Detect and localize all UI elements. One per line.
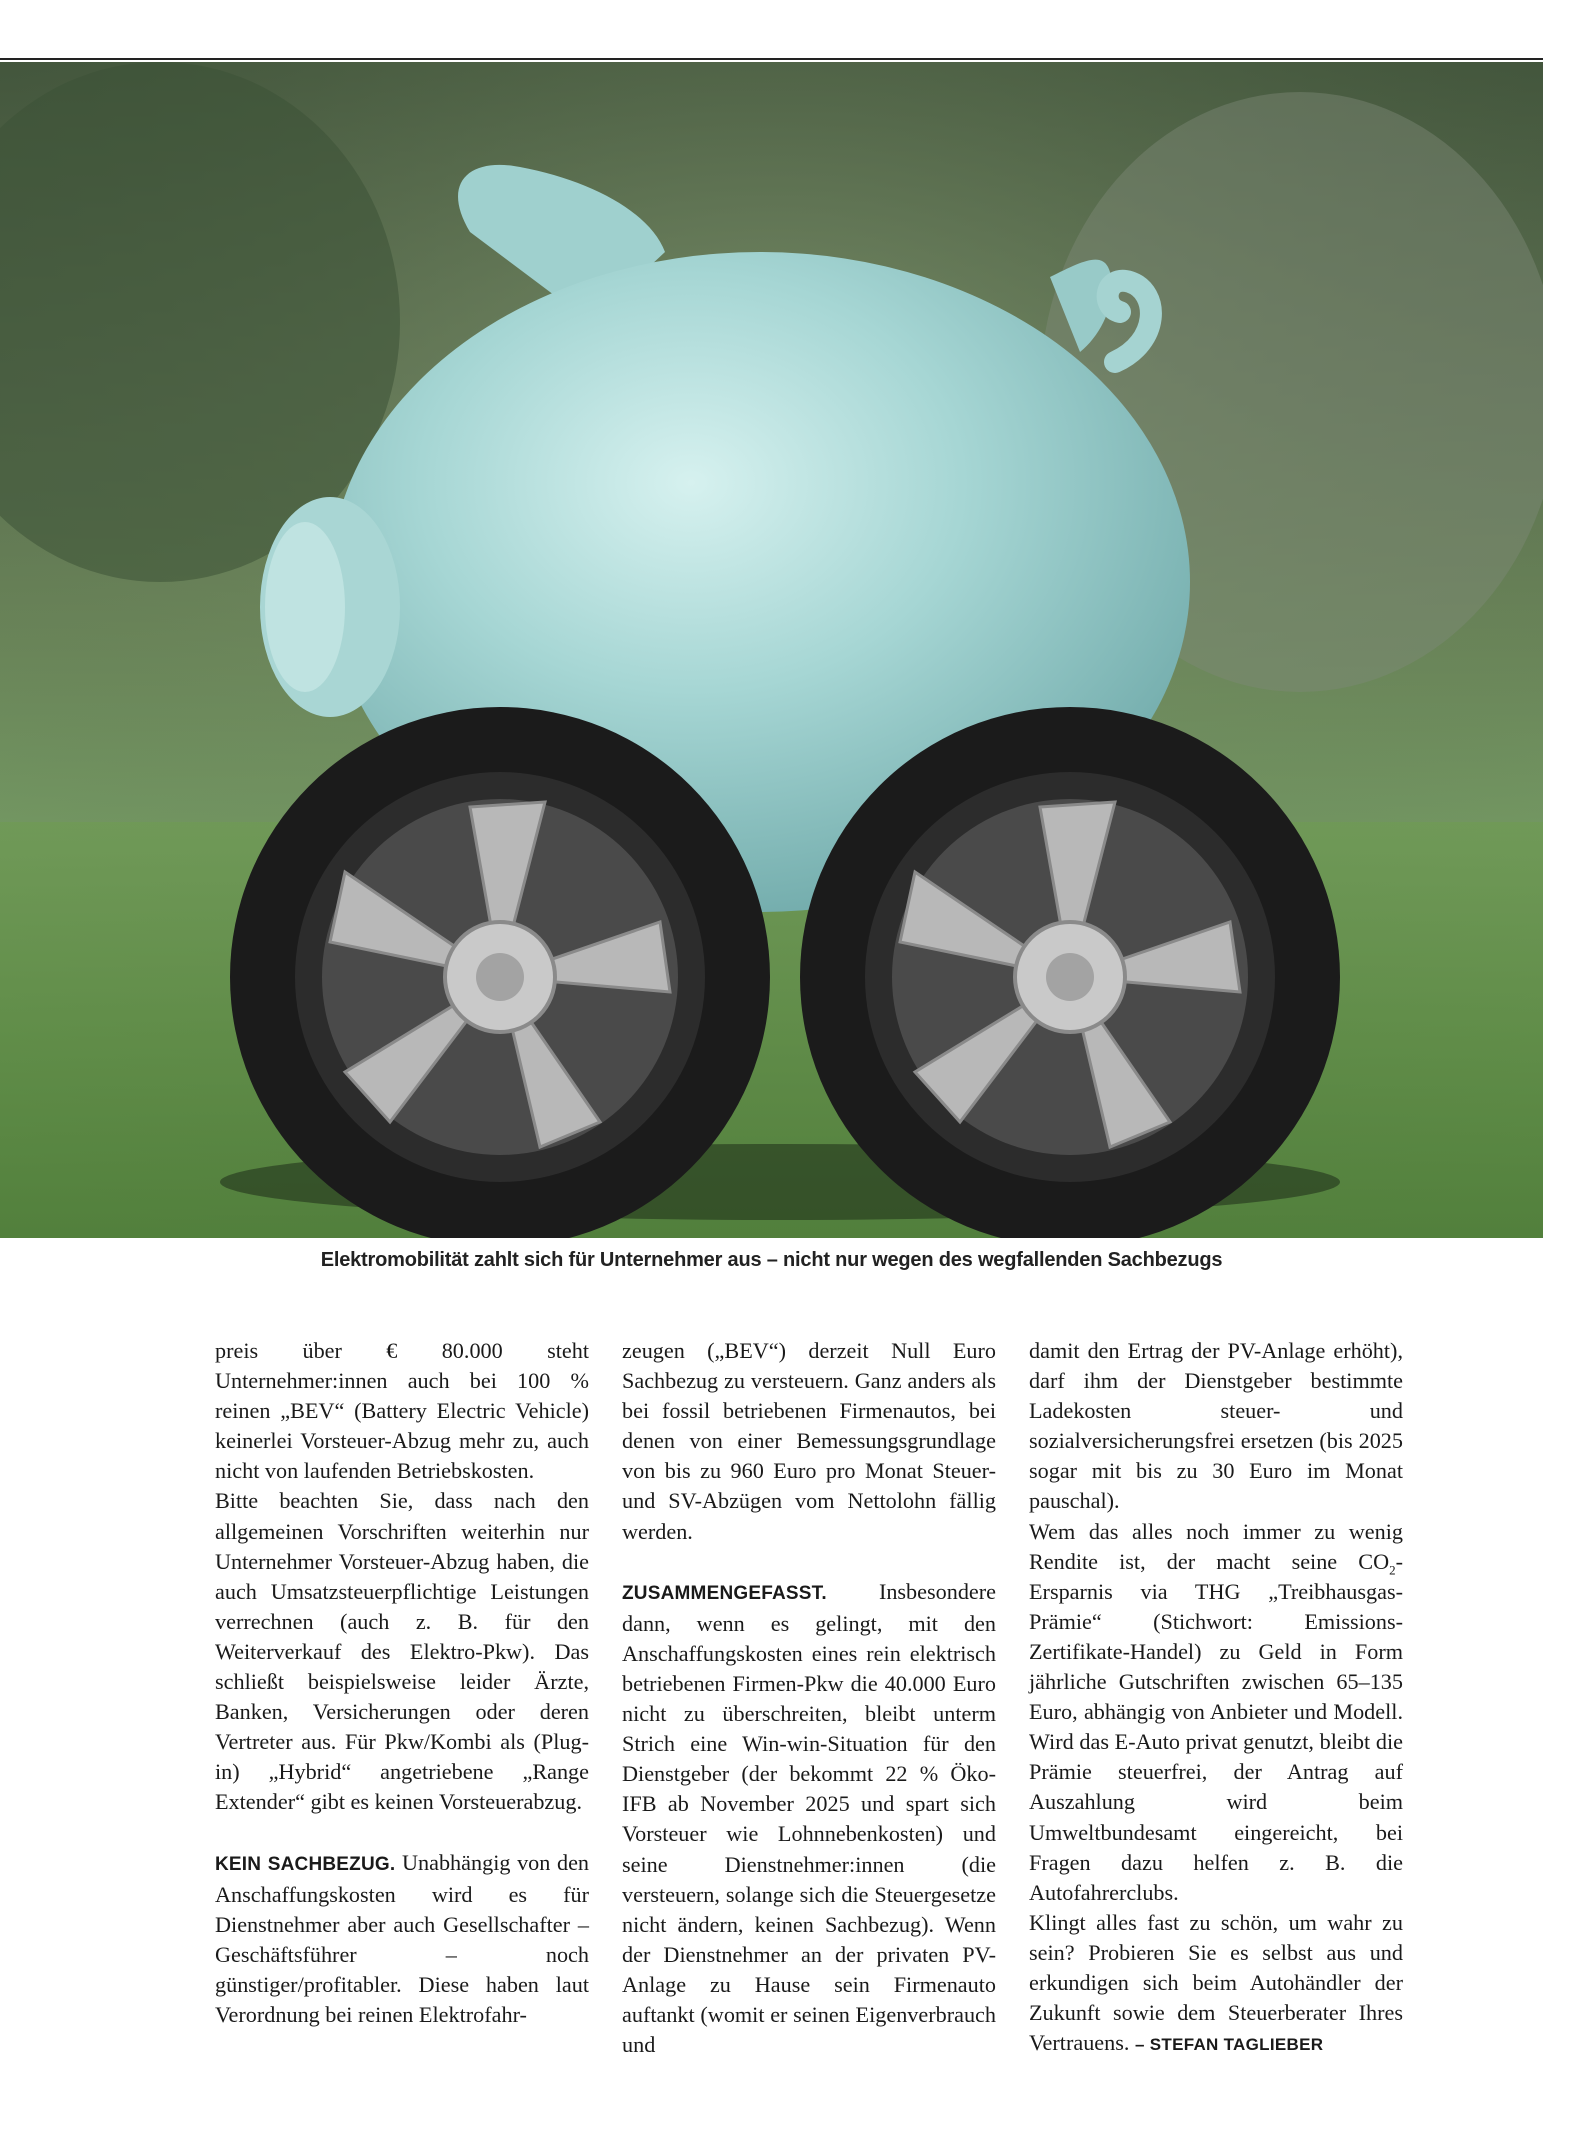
paragraph: Bitte beachten Sie, dass nach den allgemeinen Vorschriften weiterhin nur Unternehmer Vorsteuer-Abzug haben, die auch Umsatzsteuerpflichtige Leistungen verrechnen (auch z. B. für den Weiterverkauf des Elektro-Pkw). Das schließt beispielsweise leider Ärzte, Banken, Versicherungen oder deren Vertreter aus. Für Pkw/Kombi als (Plug-in) „Hybrid“ angetriebene „Range Extender“ gibt es keinen Vorsteuerabzug. xyxy=(215,1488,589,1815)
section-heading: ZUSAMMENGEFASST. xyxy=(622,1582,827,1604)
paragraph-with-heading xyxy=(622,1577,996,2061)
photo-caption: Elektromobilität zahlt sich für Unternehmer aus – nicht nur wegen des wegfallenden Sachbezugs xyxy=(320,1249,1223,1271)
top-rule xyxy=(0,58,1543,60)
article-photo xyxy=(0,62,1543,1238)
left-wheel-graphic xyxy=(230,707,770,1238)
paragraph-text: Wem das alles noch immer zu wenig Rendite ist, der macht seine CO xyxy=(1029,1518,1403,1574)
paragraph-with-heading xyxy=(215,1848,589,2031)
paragraph-text: Unabhängig von den Anschaffungskosten wird es für Dienstnehmer aber auch Gesellschafter – Geschäftsführer – noch günstiger/profitabler. Diese haben laut Verordnung bei reinen Elektrofahr- xyxy=(215,1849,590,2027)
paragraph: preis über € 80.000 steht Unternehmer:innen auch bei 100 % reinen „BEV“ (Battery Electric Vehicle) keinerlei Vorsteuer-Abzug mehr zu, auch nicht von laufenden Betriebskosten. xyxy=(215,1338,589,1484)
paragraph xyxy=(1029,1908,1403,2060)
article-column-1 xyxy=(215,1336,589,2030)
paragraph: damit den Ertrag der PV-Anlage erhöht), darf ihm der Dienstgeber bestimmte Ladekosten steuer- und sozialversicherungsfrei ersetzen (bis 2025 sogar mit bis zu 30 Euro im Monat pauschal). xyxy=(1029,1338,1403,1514)
paragraph-text: Klingt alles fast zu schön, um wahr zu sein? Probieren Sie es selbst aus und erkundigen sich beim Autohändler der Zukunft sowie dem Steuerberater Ihres Vertrauens. xyxy=(1029,1909,1403,2056)
paragraph: zeugen („BEV“) derzeit Null Euro Sachbezug zu versteuern. Ganz anders als bei fossil betriebenen Firmenautos, bei denen von einer Bemessungsgrundlage von bis zu 960 Euro pro Monat Steuer- und SV-Abzügen vom Nettolohn fällig werden. xyxy=(622,1338,996,1544)
paragraph xyxy=(1029,1517,1403,1908)
piggy-bank-on-wheels-illustration xyxy=(0,62,1543,1238)
right-wheel-graphic xyxy=(800,707,1340,1238)
subscript: 2 xyxy=(1389,1562,1396,1578)
article-column-3 xyxy=(1029,1336,1403,2060)
paragraph-text: Insbesondere dann, wenn es gelingt, mit den Anschaffungskosten eines rein elektrisch betriebenen Firmen-Pkw die 40.000 Euro nicht zu überschreiten, bleibt unterm Strich eine Win-win-Situation für den Dienstgeber (der bekommt 22 % Öko-IFB ab November 2025 und spart sich Vorsteuer wie Lohnnebenkosten) und seine Dienstnehmer:innen (die versteuern, solange sich die Steuergesetze nicht ändern, keinen Sachbezug). Wenn der Dienstnehmer an der privaten PV-Anlage zu Hause sein Firmenauto auftankt (womit er seinen Eigenverbrauch und xyxy=(622,1578,996,2058)
paragraph-text: -Ersparnis via THG „Treibhausgas-Prämie“ (Stichwort: Emissions-Zertifikate-Handel) zu Geld in Form jährliche Gutschriften zwischen 65–135 Euro, abhängig von Anbieter und Modell. Wird das E-Auto privat genutzt, bleibt die Prämie steuerfrei, der Antrag auf Auszahlung wird beim Umweltbundesamt eingereicht, bei Fragen dazu helfen z. B. die Autofahrerclubs. xyxy=(1029,1548,1403,1905)
author-byline: – STEFAN TAGLIEBER xyxy=(1134,2035,1324,2055)
section-heading: KEIN SACHBEZUG. xyxy=(215,1853,396,1875)
article-column-2 xyxy=(622,1336,996,2060)
